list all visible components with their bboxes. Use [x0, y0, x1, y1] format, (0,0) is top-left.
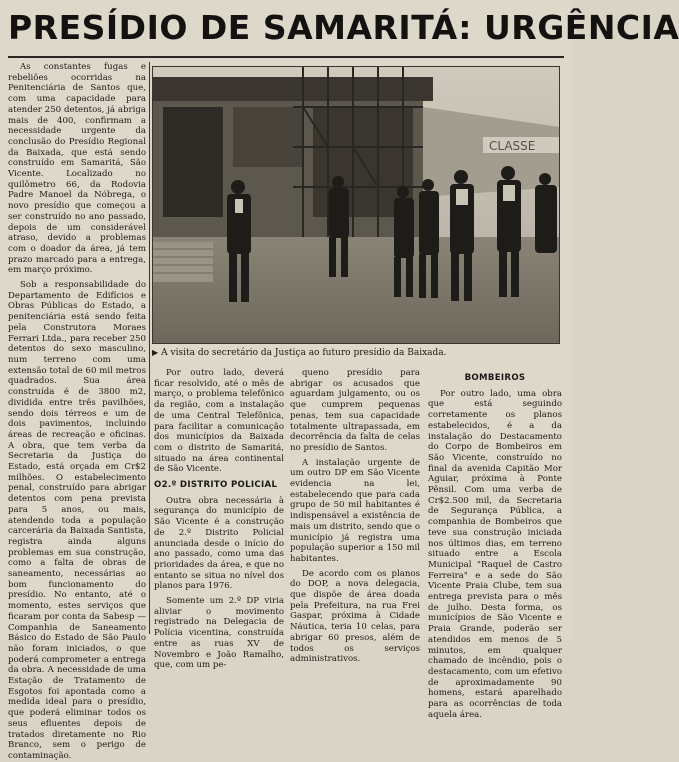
column-2-paragraph-3: Somente um 2.º DP viria aliviar o movimento registrado na Delegacia de Polícia vicentina, construída entre as ruas XV de Novembro e João Ramalho, que, com um pe- — [154, 596, 284, 671]
column-3-paragraph-2: A instalação urgente de um outro DP em São Vicente evidencia na lei, estabelecendo que para cada grupo de 50 mil habitantes é indispensável a existência de mais um distrito, sendo que o município já registra uma população superior a 150 mil habitantes. — [290, 457, 420, 564]
article-column-2 — [154, 368, 284, 671]
column-3-paragraph-1: queno presídio para abrigar os acusados que aguardam julgamento, ou os que cumprem pequenas penas, tem sua capacidade totalmente ultrapassada, em decorrência da falta de celas no presídio de Santos. — [290, 368, 420, 453]
column-3-paragraph-3: De acordo com os planos do DOP, a nova delegacia, que dispõe de área doada pela Prefeitura, na rua Frei Gaspar, próxima à Cidade Náutica, teria 10 celas, para abrigar 60 presos, além de todos os serviços administrativos. — [290, 568, 420, 665]
column-divider — [149, 62, 150, 634]
caption-marker-icon: ▶ — [152, 348, 159, 357]
column-1-paragraph-1: As constantes fugas e rebeliões ocorridas na Penitenciária de Santos que, com uma capacidade para atender 250 detentos, já abriga mais de 400, confirmam a necessidade urgente da conclusão do Presídio Regional da Baixada, que está sendo construído em Samaritá, São Vicente. Localizado no quilômetro 66, da Rodovia Padre Manoel da Nóbrega, o novo presídio que começou a ser construído no ano passado, depois de um considerável atraso, devido a problemas com o doador da área, já tem prazo marcado para a entrega, em março próximo. — [8, 62, 146, 276]
article-column-1 — [8, 62, 146, 761]
column-2-paragraph-2: Outra obra necessária à segurança do município de São Vicente é a construção de 2.º Distrito Policial anunciada desde o início do ano passado, como uma das prioridades da área, e que no entanto se situa no nível dos planos para 1976. — [154, 495, 284, 592]
column-1-paragraph-2: Sob a responsabilidade do Departamento de Edifícios e Obras Públicas do Estado, a penitenciária está sendo feita pela Construtora Moraes Ferrari Ltda., para receber 250 detentos do sexo masculino, num terreno com uma extensão total de 60 mil metros quadrados. Sua área construída é de 3800 m2, dividida entre três pavilhões, sendo dois térreos e um de dois pavimentos, incluindo áreas de recreação e oficinas. A obra, que tem verba da Secretaria da Justiça do Estado, está orçada em Cr$2 milhões. O estabelecimento penal, construído para abrigar detentos com pena prevista para 5 anos, ou mais, atendendo toda a população carcerária da Baixada Santista, registra ainda alguns problemas em sua construção, como a falta de obras de saneamento, necessárias ao bom funcionamento do presídio. No entanto, até o momento, estes serviços que ficaram por conta da Sabesp — Companhia de Saneamento Básico do Estado de São Paulo não foram iniciados, o que poderá comprometer a entrega da obra. A necessidade de uma Estação de Tratamento de Esgotos foi apontada como a medida ideal para o presídio, que poderá eliminar todos os seus efluentes depois de tratados diretamente no Rio Branco, sem o perigo de contaminação. — [8, 280, 146, 761]
column-4-paragraph-1: Por outro lado, uma obra que está seguindo corretamente os planos estabelecidos, é a da instalação do Destacamento do Corpo de Bombeiros em São Vicente, construído no final da avenida Capitão Mor Aguiar, próxima à Ponte Pênsil. Com uma verba de Cr$2.500 mil, da Secretaria de Segurança Pública, a companhia de Bombeiros que teve sua construção iniciada nos últimos dias, em terreno situado entre a Escola Municipal "Raquel de Castro Ferreira" e a sede do São Vicente Praia Clube, tem sua entrega prevista para o mês de julho. Desta forma, os municípios de São Vicente e Praia Grande, poderão ser atendidos em menos de 5 minutos, em qualquer chamado de incêndio, pois o destacamento, com um efetivo de aproximadamente 90 homens, estará aparelhado para as ocorrências de toda aquela área. — [428, 388, 562, 720]
photo-caption — [152, 346, 558, 360]
article-photo — [152, 66, 560, 344]
photo-caption-text: A visita do secretário da Justiça ao futuro presídio da Baixada. — [161, 348, 447, 358]
article-column-3 — [290, 368, 420, 665]
bombeiros-subhead: BOMBEIROS — [464, 373, 526, 383]
headline-rule — [8, 56, 564, 58]
article-column-4 — [428, 368, 562, 720]
distrito-policial-subhead: O2.º DISTRITO POLICIAL — [154, 480, 278, 491]
column-2-paragraph-1: Por outro lado, deverá ficar resolvido, até o mês de março, o problema telefônico da região, com a instalação de uma Central Telefônica, para facilitar a comunicação dos municípios da Baixada com o distrito de Samaritá, situado na área continental de São Vicente. — [154, 368, 284, 475]
photo-sign-text: CLASSE — [489, 139, 536, 153]
construction-visit-photo — [153, 67, 559, 343]
headline: PRESÍDIO DE SAMARITÁ: URGÊNCIA — [8, 8, 679, 47]
